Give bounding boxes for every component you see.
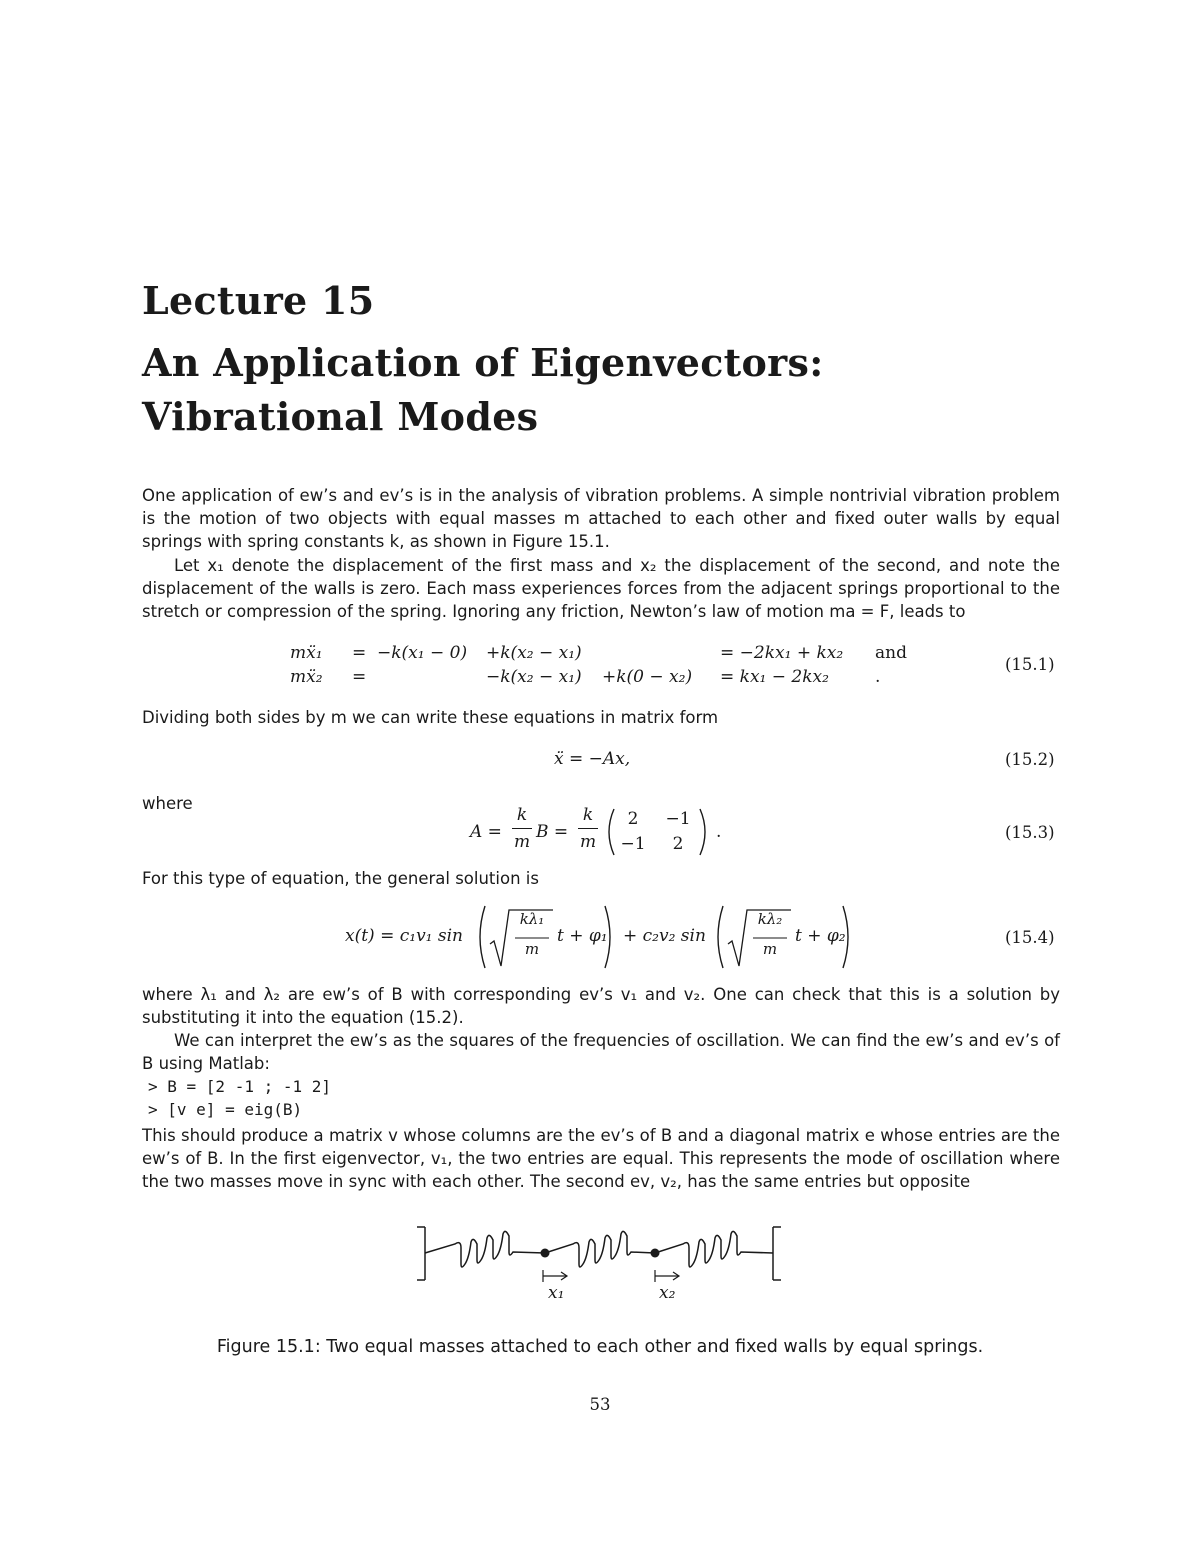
eq4-rad1-den: m (524, 940, 540, 958)
eq1-r1-eq: = (352, 643, 367, 663)
eq4-rad2-den: m (762, 940, 778, 958)
eq3-mid: B = (536, 822, 569, 842)
equation-number-15-1: (15.1) (1005, 655, 1055, 674)
eq3-m22: 2 (672, 834, 684, 854)
eq3-lhs: A = (470, 822, 502, 842)
equation-15-2: ẍ = −Ax, (554, 749, 631, 769)
eq4-rad2-num: kλ₂ (757, 910, 783, 928)
eq1-r1-term1: −k(x₁ − 0) (377, 643, 468, 663)
where-label-1: where (142, 794, 193, 813)
code-line-2: > [v e] = eig(B) (148, 1100, 303, 1119)
eq1-r2-result: = kx₁ − 2kx₂ (720, 667, 829, 687)
paragraph-eigen-solution: where λ₁ and λ₂ are ew’s of B with corresponding ev’s v₁ and v₂. One can check that this is a solution by substituting it into the equation (15.2). (142, 985, 1060, 1028)
equation-number-15-2: (15.2) (1005, 750, 1055, 769)
equation-15-4 (345, 900, 865, 970)
code-line-1: > B = [2 -1 ; -1 2] (148, 1077, 332, 1096)
eq3-tail: . (716, 822, 722, 842)
paragraph-modes: This should produce a matrix v whose columns are the ev’s of B and a diagonal matrix e whose entries are the ew’s of B. In the first eigenvector, v₁, the two entries are equal. This represents the mode of oscillation where the two masses move in sync with each other. The second ev, v₂, has the same entries but opposite (142, 1126, 1060, 1192)
lecture-heading: Lecture 15 (142, 278, 375, 323)
equation-number-15-3: (15.3) (1005, 823, 1055, 842)
paragraph-intro: One application of ew’s and ev’s is in the analysis of vibration problems. A simple nontrivial vibration problem is the motion of two objects with equal masses m attached to each other and fixed outer walls by equal springs with spring constants k, as shown in Figure 15.1. (142, 486, 1060, 552)
eq4-phase1: t + φ₁ (557, 926, 608, 946)
figure-label-x2: x₂ (659, 1283, 676, 1303)
eq4-mid: + c₂v₂ sin (623, 926, 706, 946)
eq1-r2-eq: = (352, 667, 367, 687)
figure-label-x1: x₁ (548, 1283, 565, 1303)
eq3-frac1-bar (512, 828, 532, 829)
equation-15-3 (470, 805, 730, 865)
eq3-frac2-bar (578, 828, 598, 829)
eq3-frac1-den: m (513, 832, 531, 852)
paragraph-matrix-form: Dividing both sides by m we can write these equations in matrix form (142, 708, 719, 727)
spring-mass-figure (415, 1222, 795, 1312)
chapter-title: An Application of Eigenvectors: Vibrational Modes (142, 340, 824, 439)
eq3-frac2-num: k (582, 805, 594, 825)
eq4-lhs: x(t) = c₁v₁ sin (345, 926, 464, 946)
eq1-r1-lhs: mẍ₁ (290, 643, 323, 663)
equation-number-15-4: (15.4) (1005, 928, 1055, 947)
figure-caption: Figure 15.1: Two equal masses attached to each other and fixed walls by equal springs. (216, 1337, 984, 1357)
eq1-r1-term2: +k(x₂ − x₁) (486, 643, 582, 663)
eq1-r2-term3: +k(0 − x₂) (602, 667, 693, 687)
eq3-m12: −1 (665, 809, 691, 829)
page-number: 53 (589, 1395, 611, 1414)
eq1-r2-term2: −k(x₂ − x₁) (486, 667, 582, 687)
eq1-r2-dot: . (875, 667, 881, 687)
eq1-r1-and: and (875, 643, 907, 663)
paragraph-displacement: Let x₁ denote the displacement of the first mass and x₂ the displacement of the second, and note the displacement of the walls is zero. Each mass experiences forces from the adjacent springs proportional to the stretch or compression of the spring. Ignoring any friction, Newton’s law of motion ma = F, leads to (142, 556, 1060, 622)
eq1-r1-result: = −2kx₁ + kx₂ (720, 643, 844, 663)
eq3-frac2-den: m (579, 832, 597, 852)
eq3-m21: −1 (620, 834, 646, 854)
eq1-r2-lhs: mẍ₂ (290, 667, 323, 687)
paragraph-general-solution: For this type of equation, the general solution is (142, 869, 539, 888)
eq4-rad1-num: kλ₁ (519, 910, 545, 928)
eq3-m11: 2 (627, 809, 639, 829)
eq4-phase2: t + φ₂ (795, 926, 846, 946)
paragraph-matlab-intro: We can interpret the ew’s as the squares of the frequencies of oscillation. We can find the ew’s and ev’s of B using Matlab: (142, 1031, 1060, 1074)
eq3-frac1-num: k (516, 805, 528, 825)
